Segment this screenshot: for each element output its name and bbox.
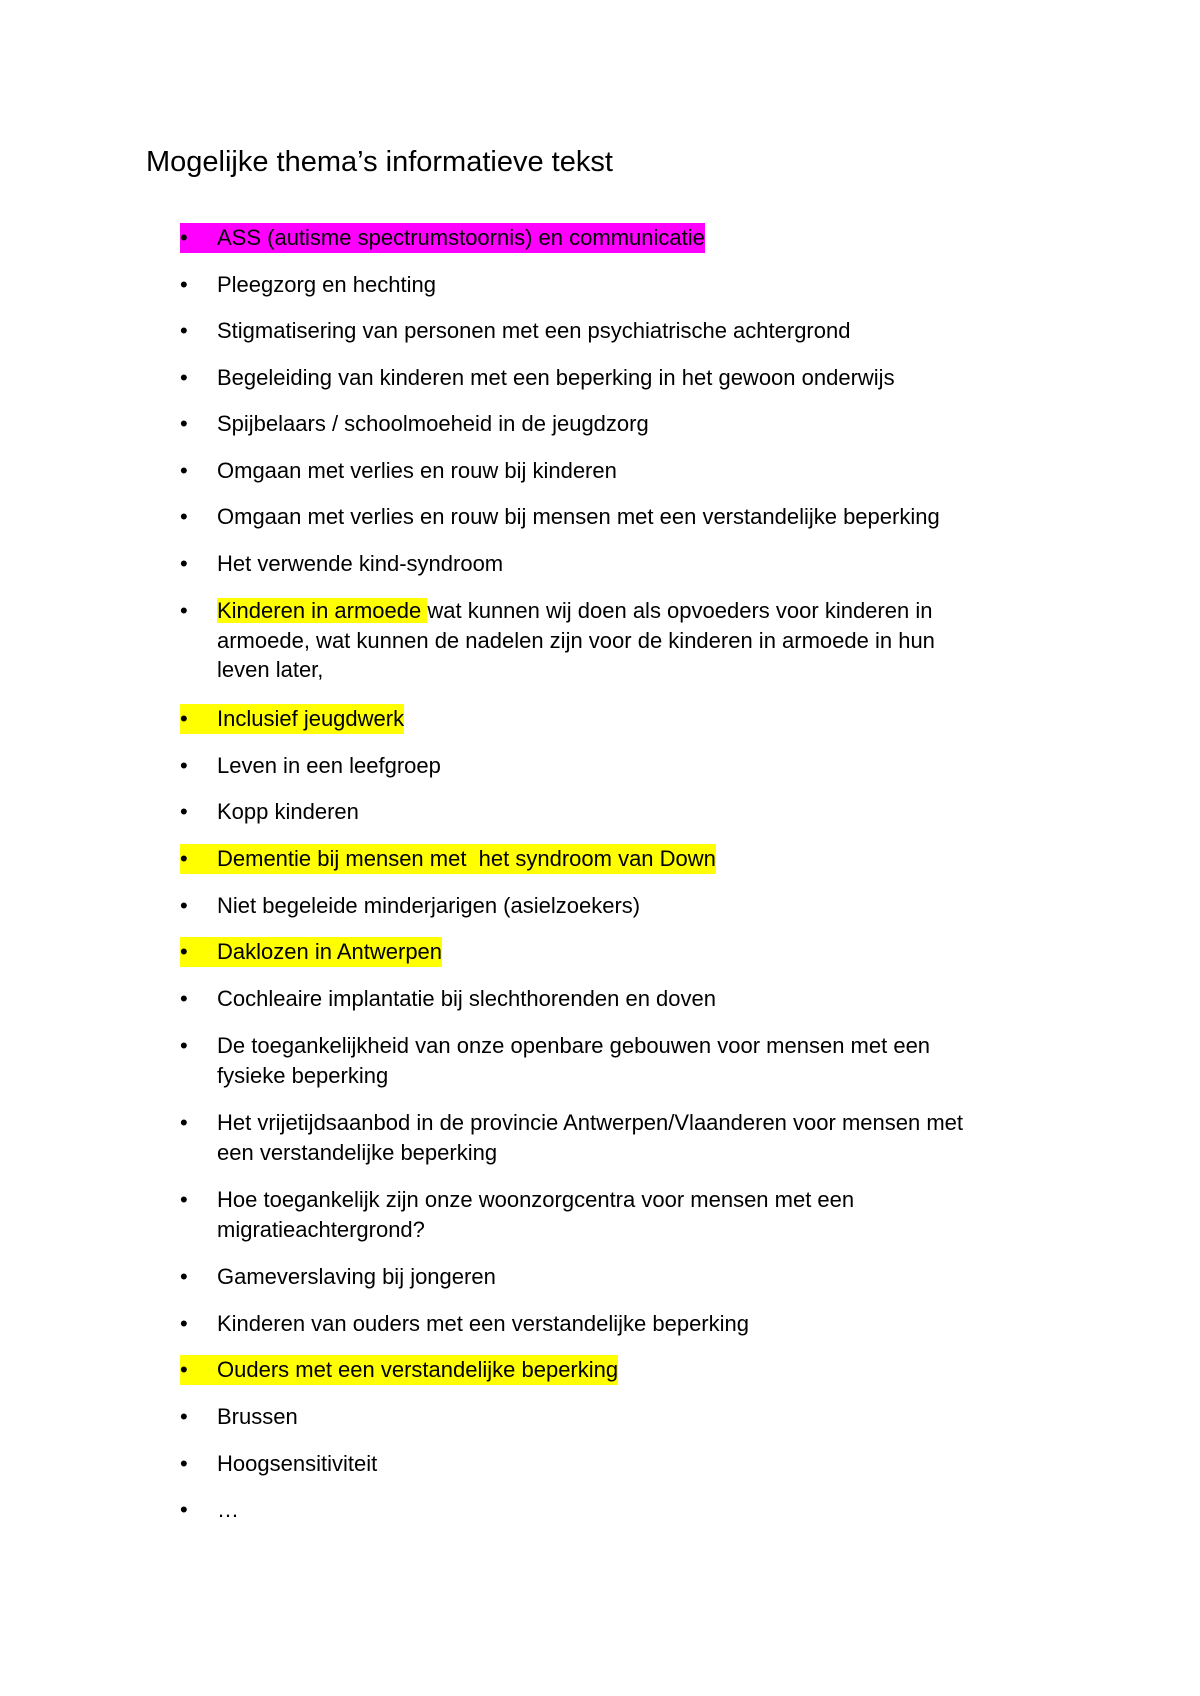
list-item-text-line: armoede, wat kunnen de nadelen zijn voor de kinderen in armoede in hun [217, 627, 935, 653]
bullet: • [180, 706, 188, 731]
list-item-text: Niet begeleide minderjarigen (asielzoekers) [217, 893, 641, 918]
list-item-text-line: fysieke beperking [217, 1062, 389, 1088]
list-item-text-line: Het vrijetijdsaanbod in de provincie Antwerpen/Vlaanderen voor mensen met [217, 1110, 963, 1135]
list-item [180, 409, 1060, 439]
list-item [180, 984, 1060, 1014]
bullet: • [180, 939, 188, 964]
bullet: • [180, 504, 188, 529]
bullet: • [180, 1311, 188, 1336]
list-item-text: Omgaan met verlies en rouw bij kinderen [217, 458, 617, 483]
list-item [180, 270, 1060, 300]
list-item [180, 223, 1060, 253]
list-item-text-line: een verstandelijke beperking [217, 1139, 498, 1165]
bullet: • [180, 1110, 188, 1135]
list-item-text: ASS (autisme spectrumstoornis) en communicatie [217, 225, 705, 250]
list-item [180, 363, 1060, 393]
list-item-text-line: Hoe toegankelijk zijn onze woonzorgcentra voor mensen met een [217, 1187, 855, 1212]
bullet: • [180, 365, 188, 390]
list-item [180, 797, 1060, 827]
bullet: • [180, 225, 188, 250]
list-item [180, 704, 1060, 734]
bullet: • [180, 1451, 188, 1476]
list-item [180, 937, 1060, 967]
bullet: • [180, 986, 188, 1011]
bullet: • [180, 799, 188, 824]
list-item-text: Inclusief jeugdwerk [217, 706, 405, 731]
list-item-text [217, 1031, 1060, 1090]
bullet: • [180, 551, 188, 576]
list-item-text: Leven in een leefgroep [217, 753, 441, 778]
bullet: • [180, 1033, 188, 1058]
document-title: Mogelijke thema’s informatieve tekst [146, 146, 613, 178]
list-item [180, 456, 1060, 486]
list-item [180, 549, 1060, 579]
list-item-text: Ouders met een verstandelijke beperking [217, 1357, 619, 1382]
highlighted-phrase: Kinderen in armoede [217, 598, 428, 623]
bullet: • [180, 846, 188, 871]
highlighted-row [180, 937, 442, 967]
bullet: • [180, 598, 188, 623]
highlighted-row [180, 844, 716, 874]
list-item [180, 1495, 1060, 1525]
bullet: • [180, 1187, 188, 1212]
list-item-text-rest: wat kunnen wij doen als opvoeders voor kinderen in [427, 598, 933, 623]
list-item [180, 1449, 1060, 1479]
bullet: • [180, 411, 188, 436]
bullet: • [180, 458, 188, 483]
list-item-text: Begeleiding van kinderen met een beperking in het gewoon onderwijs [217, 365, 895, 390]
list-item [180, 1262, 1060, 1292]
bullet: • [180, 753, 188, 778]
list-item-text: Hoogsensitiviteit [217, 1451, 378, 1476]
list-item-text [217, 1108, 1060, 1167]
list-item [180, 1031, 1060, 1091]
list-item [180, 316, 1060, 346]
bullet: • [180, 1404, 188, 1429]
highlighted-row [180, 1355, 618, 1385]
list-item-text: Dementie bij mensen met het syndroom van Down [217, 846, 716, 871]
highlighted-row [180, 704, 404, 734]
list-item [180, 751, 1060, 781]
list-item-text: Cochleaire implantatie bij slechthorenden en doven [217, 986, 716, 1011]
list-item-text: Gameverslaving bij jongeren [217, 1264, 496, 1289]
list-item [180, 1108, 1060, 1168]
bullet: • [180, 1357, 188, 1382]
list-item [180, 1309, 1060, 1339]
bullet: • [180, 272, 188, 297]
bullet: • [180, 893, 188, 918]
bullet: • [180, 1497, 188, 1522]
list-item-text-line: leven later, [217, 657, 324, 682]
list-item [180, 596, 1060, 686]
list-item-text-line: migratieachtergrond? [217, 1216, 425, 1242]
list-item [180, 1402, 1060, 1432]
list-item [180, 502, 1060, 532]
list-item-text: Daklozen in Antwerpen [217, 939, 443, 964]
bullet: • [180, 318, 188, 343]
list-item-text [217, 596, 1060, 685]
list-item [180, 1185, 1060, 1245]
list-item-text [217, 1185, 1060, 1244]
list-item [180, 891, 1060, 921]
list-item-text: Pleegzorg en hechting [217, 272, 436, 297]
list-item-text: Omgaan met verlies en rouw bij mensen met een verstandelijke beperking [217, 504, 940, 529]
list-item-text: Het verwende kind-syndroom [217, 551, 504, 576]
list-item [180, 1355, 1060, 1385]
list-item [180, 844, 1060, 874]
list-item-text: Stigmatisering van personen met een psychiatrische achtergrond [217, 318, 851, 343]
highlighted-row [180, 223, 705, 253]
list-item-text: Brussen [217, 1404, 298, 1429]
list-item-text-line: De toegankelijkheid van onze openbare gebouwen voor mensen met een [217, 1033, 931, 1058]
bullet: • [180, 1264, 188, 1289]
list-item-text: Kinderen van ouders met een verstandelijke beperking [217, 1311, 749, 1336]
list-item-text: Kopp kinderen [217, 799, 359, 824]
list-item-text: Spijbelaars / schoolmoeheid in de jeugdzorg [217, 411, 649, 436]
list-item-text: … [217, 1497, 239, 1522]
